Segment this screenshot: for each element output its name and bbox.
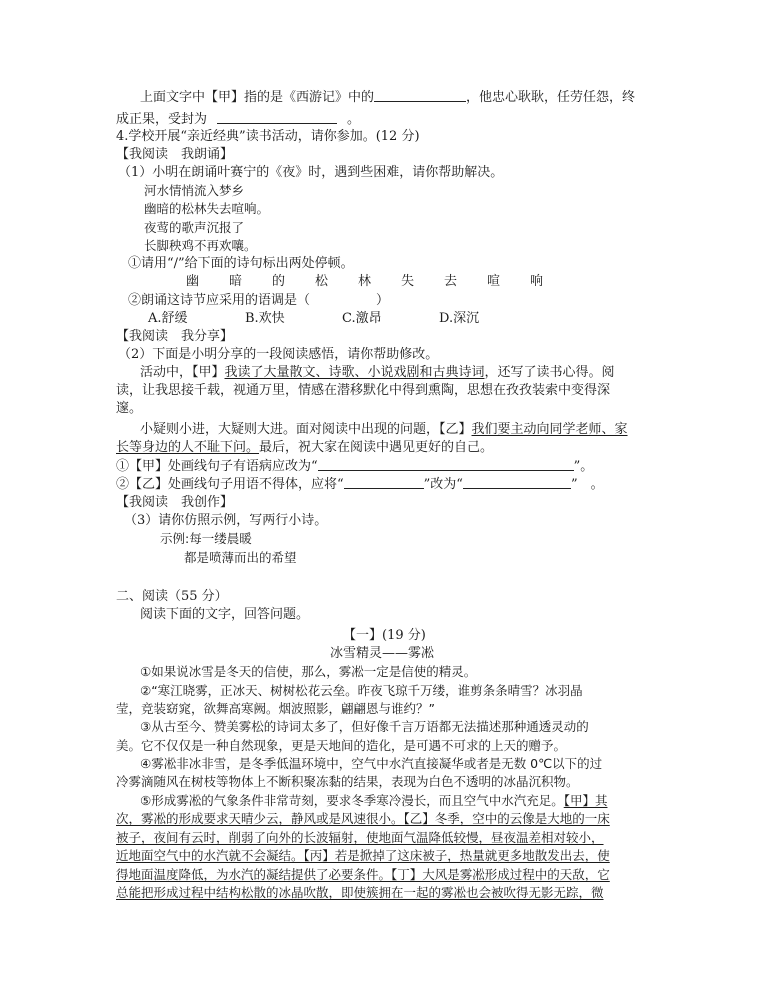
poem-char: 去 xyxy=(444,274,458,289)
answer-blank-jia[interactable] xyxy=(318,457,574,471)
poem-char: 喧 xyxy=(487,274,501,289)
answer-prompt: ”改为“ xyxy=(423,477,463,492)
poem-char: 的 xyxy=(272,274,286,289)
section-create: 【我阅读 我创作】 xyxy=(116,495,234,510)
passage-para-3-line1: ③从古至今、赞美雾松的诗词太多了，但好像千言万语都无法描述那种通透灵动的 xyxy=(140,719,589,734)
example-line-2: 都是喷薄而出的希望 xyxy=(184,550,297,565)
passage-part-label: 【一】(19 分) xyxy=(343,628,426,643)
section-share: 【我阅读 我分享】 xyxy=(116,329,234,344)
option-c[interactable]: C.激昂 xyxy=(342,311,382,326)
poem-char: 失 xyxy=(401,274,415,289)
reading-heading: 二、阅读（55 分） xyxy=(116,589,228,604)
q4-part3: （3）请你仿照示例，写两行小诗。 xyxy=(124,513,328,528)
answer-prompt: ①【甲】处画线句子有语病应改为“ xyxy=(116,459,318,474)
intro-text: 。 xyxy=(347,112,361,127)
char-row xyxy=(186,273,550,291)
underlined-sentence-yi: 长等身边的人不耻下问。 xyxy=(116,440,260,455)
answer-prompt: ②【乙】处画线句子用语不得体，应将“ xyxy=(116,477,344,492)
passage-para-4-line2: 冷雾滴随风在树枝等物体上不断积聚冻黏的结果，表现为白色不透明的冰晶沉积物。 xyxy=(116,774,579,789)
underlined-sentence-jia: 我读了大量散文、诗歌、小说戏剧和古典诗词 xyxy=(224,365,485,380)
share-para1-line1 xyxy=(140,364,615,382)
answer-blank-name[interactable] xyxy=(374,88,466,102)
answer-line-jia xyxy=(116,457,593,476)
q4-part2: （2）下面是小明分享的一段阅读感悟，请你帮助修改。 xyxy=(118,347,439,362)
share-text: 小疑则小进，大疑则大进。面对阅读中出现的问题，【乙】 xyxy=(140,422,472,437)
passage-para-5-line3: 被子，夜间有云时，削弱了向外的长波辐射，使地面气温降低较慢，昼夜温差相对较小， xyxy=(116,830,604,845)
passage-title: 冰雪精灵——雾凇 xyxy=(330,646,435,661)
underlined-sentence-yi: 我们要主动向同学老师、家 xyxy=(471,422,628,437)
passage-para-5-line6: 总能把形成过程中结构松散的冰晶吹散，即使簇拥在一起的雾凇也会被吹得无影无踪，微 xyxy=(116,885,604,900)
q4-title: 4.学校开展“亲近经典”读书活动，请你参加。(12 分) xyxy=(116,129,420,144)
section-recite: 【我阅读 我朗诵】 xyxy=(116,147,234,162)
passage-para-5-line4: 近地面空气中的水汽就不会凝结。【丙】若是掀掉了这床被子，热量就更多地散发出去，使 xyxy=(116,848,610,863)
passage-text: ⑤形成雾凇的气象条件非常苛刻，要求冬季寒冷漫长，而且空气中水汽充足。 xyxy=(140,793,564,808)
poem-line: 长脚秧鸡不再欢嚷。 xyxy=(144,238,257,253)
poem-char: 幽 xyxy=(186,274,200,289)
passage-para-5-line5: 得地面温度降低，为水汽的凝结提供了必要条件。【丁】大风是雾凇形成过程中的天敌，它 xyxy=(116,867,610,882)
intro-line-2 xyxy=(116,110,360,129)
poem-line: 夜莺的歌声沉报了 xyxy=(144,220,245,235)
answer-prompt: ”。 xyxy=(573,459,594,474)
q4-sub2-close: ） xyxy=(376,293,390,308)
q4-sub1: ①请用“/”给下面的诗句标出两处停顿。 xyxy=(128,256,354,271)
answer-line-yi xyxy=(116,475,604,494)
poem-char: 松 xyxy=(315,274,329,289)
share-text: ，还写了读书心得。阅 xyxy=(484,365,615,380)
q4-sub2 xyxy=(128,292,389,310)
option-d[interactable]: D.深沉 xyxy=(439,311,480,326)
passage-para-1: ①如果说冰雪是冬天的信使，那么，雾凇一定是信使的精灵。 xyxy=(140,664,477,679)
answer-blank-yi-to[interactable] xyxy=(463,475,571,489)
passage-para-5-line1 xyxy=(140,792,607,810)
share-para2-line1 xyxy=(140,421,628,439)
answer-prompt: ” 。 xyxy=(570,477,604,492)
intro-text: 上面文字中【甲】指的是《西游记》中的 xyxy=(140,90,375,105)
intro-text: ，他忠心耿耿，任劳任怨，终 xyxy=(466,90,636,105)
option-b[interactable]: B.欢快 xyxy=(245,311,285,326)
intro-line-1 xyxy=(140,88,635,107)
share-text: 活动中，【甲】 xyxy=(140,365,225,380)
poem-line: 幽暗的松林失去喧响。 xyxy=(144,201,270,216)
passage-para-4-line1: ④雾凇非冰非雪，是冬季低温环境中，空气中水汽直接凝华或者是无数 0℃以下的过 xyxy=(140,756,603,771)
passage-para-2-line1: ②“寒江晓雾，正冰天、树树松花云垒。昨夜飞琼千万缕，谁剪条条晴雪？冰羽晶 xyxy=(140,683,583,698)
poem-char: 响 xyxy=(530,274,544,289)
q4-part1: （1）小明在朗诵叶赛宁的《夜》时，遇到些困难，请你帮助解决。 xyxy=(118,165,504,180)
option-a[interactable]: A.舒缓 xyxy=(148,311,188,326)
underlined-passage: 【甲】其 xyxy=(563,793,608,808)
passage-para-2-line2: 莹，竞装窈窕，欲舞高寒阙。烟波照影，翩翩恩与谁约？” xyxy=(116,701,435,716)
example-line-1: 示例:每一缕晨暖 xyxy=(160,531,252,546)
share-para1-line3: 邃。 xyxy=(116,401,143,416)
poem-line: 河水情悄流入梦乡 xyxy=(144,183,245,198)
answer-blank-title[interactable] xyxy=(217,110,337,124)
poem-char: 林 xyxy=(358,274,372,289)
reading-instruction: 阅读下面的文字，回答问题。 xyxy=(140,607,310,622)
share-para2-line2 xyxy=(116,439,493,457)
intro-text: 成正果，受封为 xyxy=(116,112,208,127)
answer-blank-yi-from[interactable] xyxy=(344,475,424,489)
poem-char: 暗 xyxy=(229,274,243,289)
passage-para-5-line2: 次，雾凇的形成要求天晴少云，静风或是风速很小。【乙】冬季，空中的云像是大地的一床 xyxy=(116,811,610,826)
q4-sub2-text: ②朗诵这诗节应采用的语调是（ xyxy=(128,293,311,308)
passage-para-3-line2: 美。它不仅仅是一种自然现象，更是天地间的造化，是可遇不可求的上天的赠予。 xyxy=(116,738,567,753)
share-para1-line2: 读，让我思接千载，视通万里，情感在潜移默化中得到熏陶，思想在孜孜装索中变得深 xyxy=(116,383,611,398)
options-row xyxy=(148,310,499,328)
share-text: 最后，祝大家在阅读中遇见更好的自己。 xyxy=(259,440,494,455)
